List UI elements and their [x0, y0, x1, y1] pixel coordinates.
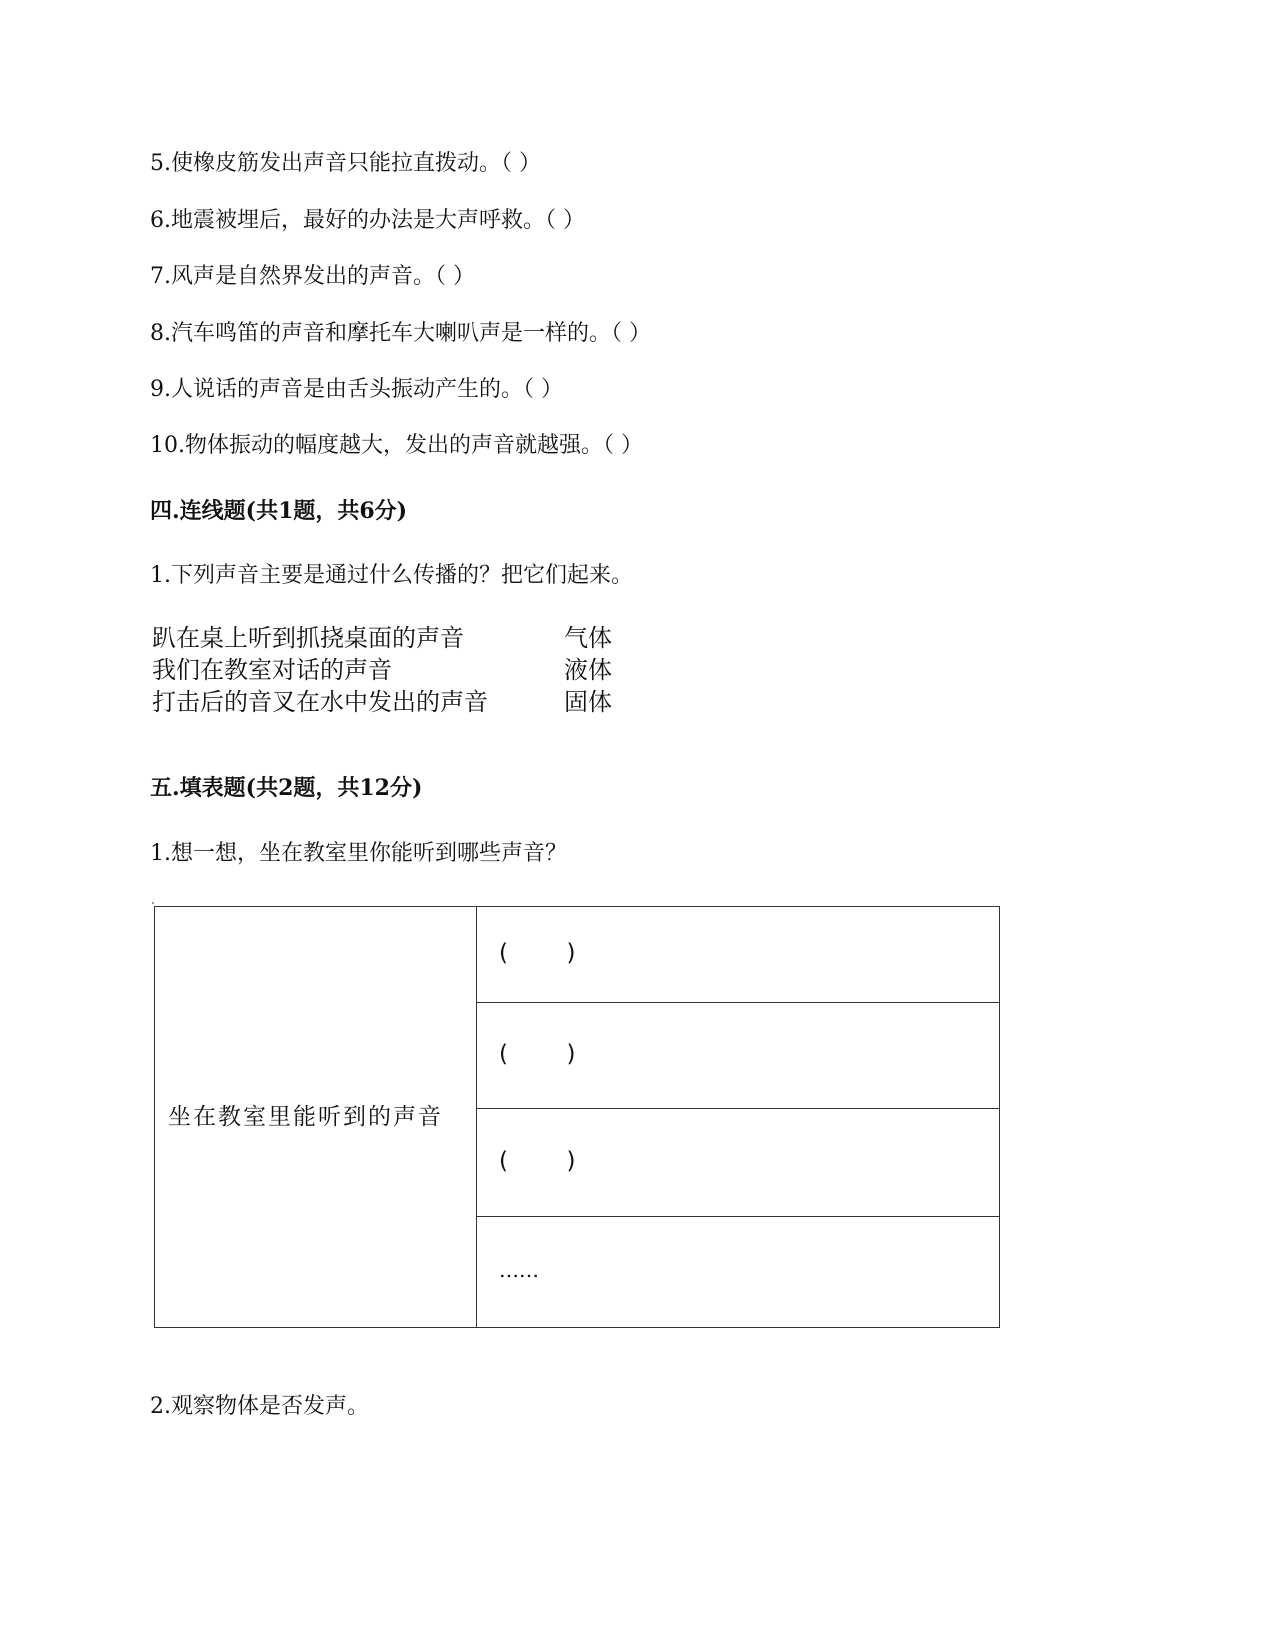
table-row — [155, 907, 1000, 1003]
matching-left-item: 趴在桌上听到抓挠桌面的声音 — [152, 624, 464, 652]
matching-question: 1.下列声音主要是通过什么传播的？把它们起来。 — [150, 563, 633, 588]
answer-blank[interactable] — [477, 1003, 1000, 1109]
stray-mark — [152, 902, 154, 904]
ellipsis-text: …… — [499, 1257, 539, 1282]
matching-left-item: 打击后的音叉在水中发出的声音 — [152, 688, 488, 716]
question-8: 8.汽车鸣笛的声音和摩托车大喇叭声是一样的。（ ） — [150, 321, 651, 346]
question-5: 5.使橡皮筋发出声音只能拉直拨动。（ ） — [150, 151, 541, 176]
blank-parentheses: ( ) — [499, 1040, 576, 1067]
question-6: 6.地震被埋后，最好的办法是大声呼救。（ ） — [150, 208, 585, 233]
fill-table-question-2: 2.观察物体是否发声。 — [150, 1394, 369, 1419]
blank-parentheses: ( ) — [499, 939, 576, 966]
matching-left-item: 我们在教室对话的声音 — [152, 656, 392, 684]
matching-row — [152, 622, 672, 654]
question-9: 9.人说话的声音是由舌头振动产生的。（ ） — [150, 377, 563, 402]
matching-row — [152, 686, 672, 718]
blank-parentheses: ( ) — [499, 1147, 576, 1174]
section-5-heading: 五.填表题(共2题，共12分) — [150, 775, 423, 801]
answer-blank[interactable] — [477, 1109, 1000, 1216]
matching-list — [152, 622, 672, 718]
section-4-heading: 四.连线题(共1题，共6分) — [150, 498, 408, 524]
question-7: 7.风声是自然界发出的声音。（ ） — [150, 264, 475, 289]
matching-right-item: 气体 — [564, 624, 612, 652]
fill-in-table — [154, 906, 1000, 1328]
matching-right-item: 固体 — [564, 688, 612, 716]
question-10: 10.物体振动的幅度越大，发出的声音就越强。（ ） — [150, 433, 643, 458]
matching-row — [152, 654, 672, 686]
matching-right-item: 液体 — [564, 656, 612, 684]
fill-table-question-1: 1.想一想，坐在教室里你能听到哪些声音？ — [150, 841, 567, 866]
table-label-cell: 坐在教室里能听到的声音 — [155, 907, 477, 1328]
answer-blank[interactable] — [477, 1216, 1000, 1327]
answer-blank[interactable] — [477, 907, 1000, 1003]
